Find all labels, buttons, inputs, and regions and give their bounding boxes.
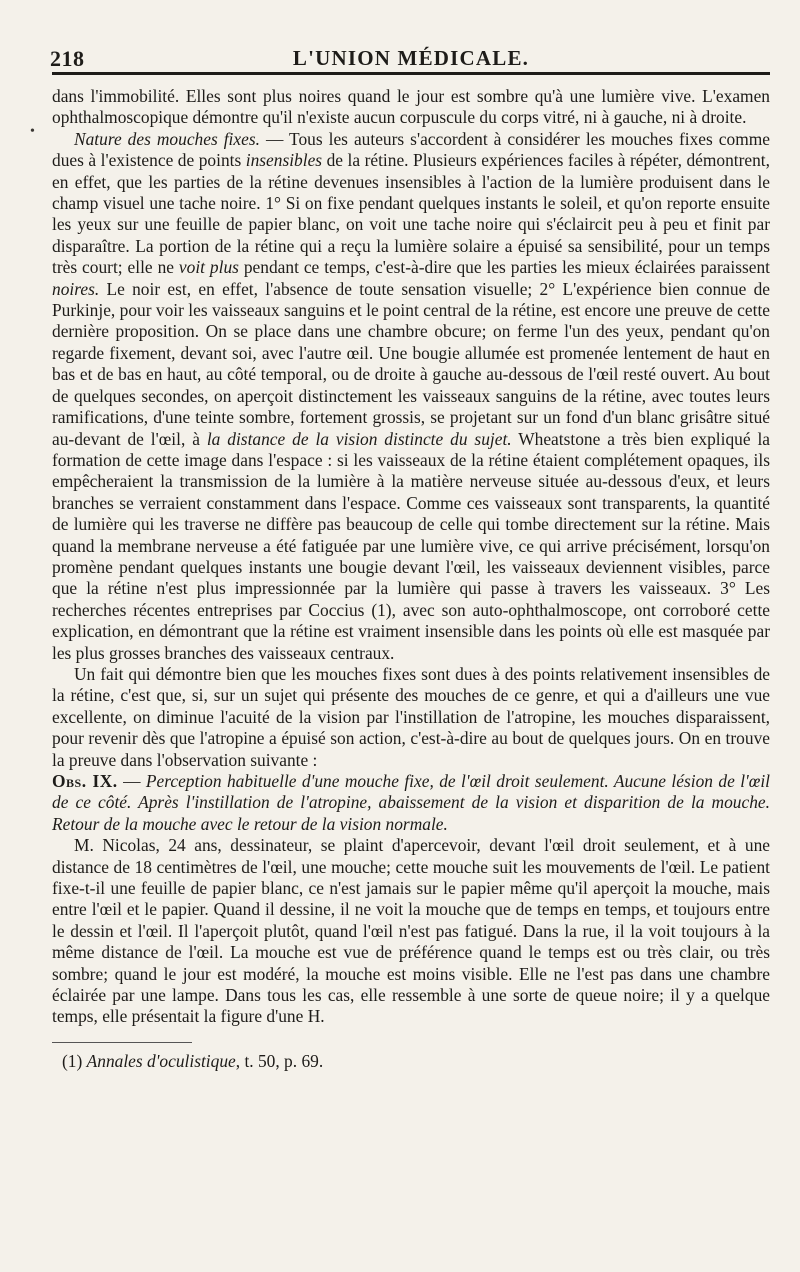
- nature-text-3: pendant ce temps, c'est-à-dire que les parties les mieux éclairées paraissent: [238, 257, 770, 278]
- section-title-nature: Nature des mouches fixes.: [74, 128, 260, 149]
- nature-italic-1: insensibles: [245, 150, 323, 171]
- page-number: 218: [50, 46, 85, 71]
- nature-italic-3: noires.: [52, 278, 100, 299]
- nature-text-5: Wheatstone a très bien expliqué la formation de cette image dans l'espace : si les vaisseaux de la rétine étaient complétement opaques, ils empêcheraient la transmission de la lumière à la matière nerveuse située au-dessous d'eux, et leurs branches se verraient constamment dans l'espace. Comme ces vaisseaux sont transparents, la quantité de lumière qui les traverse ne diffère pas beaucoup de celle qui tombe directement sur la rétine. Mais quand la membrane nerveuse a été fatiguée par une lumière vive, ce qui arrive précisément, lorsqu'on promène pendant quelques instants une bougie devant l'œil, les vaisseaux deviennent visibles, parce que la rétine n'est plus impressionnée par la lumière qui passe à travers les vaisseaux. 3° Les recherches récentes entreprises par Coccius (1), avec son auto-ophthalmoscope, ont corroboré cette explication, en démontrant que la rétine est vraiment insensible dans les points où elle est masquée par les plus grosses branches des vaisseaux centraux.: [52, 428, 771, 663]
- case-text: M. Nicolas, 24 ans, dessinateur, se plaint d'apercevoir, devant l'œil droit seulement, et à une distance de 18 centimètres de l'œil, une mouche; cette mouche suit les mouvements de l'œil. Le patient fixe-t-il une feuille de papier blanc, ce n'est jamais sur le papier même qu'il aperçoit la mouche, mais entre l'œil et le papier. Quand il dessine, il ne voit la mouche que de temps en temps, et toujours entre le dessin et l'œil. Il l'aperçoit plutôt, quand l'œil n'est pas fatigué. Dans la rue, il la voit toujours à la même distance de l'œil. La mouche est vue de préférence quand le temps est ou très clair, ou très sombre; quand le jour est modéré, la mouche est moins visible. Elle ne l'est pas dans une chambre éclairée par une lampe. Dans tous les cas, elle ressemble à une sorte de queue noire; il y a quelque temps, elle présentait la figure d'une H.: [52, 835, 770, 1027]
- observation-text: Perception habituelle d'une mouche fixe, de l'œil droit seulement. Aucune lésion de l'œil de ce côté. Après l'instillation de l'atropine, abaissement de la vision et disparition de la mouche. Retour de la mouche avec le retour de la vision normale.: [52, 771, 771, 834]
- footnote-rest: , t. 50, p. 69.: [235, 1050, 324, 1071]
- intro-text: dans l'immobilité. Elles sont plus noires quand le jour est sombre qu'à une lumière vive. L'examen ophthalmoscopique démontre qu'il n'existe aucun corpuscule du corps vitré, ni à gauche, ni à droite.: [52, 86, 770, 128]
- nature-text-2: de la rétine. Plusieurs expériences faciles à répéter, démontrent, en effet, que les parties de la rétine devenues insensibles à l'action de la lumière produisent dans le champ visuel une tache noire. 1° Si on fixe pendant quelques instants le soleil, et qu'on reporte ensuite les yeux sur une feuille de papier blanc, on voit une tache noire qui s'éclaircit peu à peu et finit par disparaître. La portion de la rétine qui a reçu la lumière solaire a épuisé sa sensibilité, pour un temps très court; elle ne: [52, 150, 770, 278]
- case-paragraph: [52, 835, 770, 1028]
- nature-text-4: Le noir est, en effet, l'absence de toute sensation visuelle; 2° L'expérience bien connue de Purkinje, pour voir les vaisseaux sanguins et le point central de la rétine, est encore une preuve de cette dernière proposition. On se place dans une chambre obcure; on ferme l'un des yeux, pendant qu'on regarde fixement, devant soi, avec l'autre œil. Une bougie allumée est promenée lentement de haut en bas et de bas en haut, au côté temporal, ou de droite à gauche au-dessous de l'œil resté ouvert. Au bout de quelques secondes, on aperçoit distinctement les vaisseaux sanguins de la rétine, avec toutes leurs ramifications, d'une teinte sombre, fortement grossis, se projetant sur un fond d'un blanc grisâtre situé au-devant de l'œil, à: [52, 278, 770, 449]
- proof-paragraph: [52, 664, 770, 771]
- observation-caption: [52, 771, 770, 835]
- header-rule: [52, 72, 770, 75]
- main-text: [52, 86, 770, 1072]
- footnote-marker: (1): [62, 1050, 87, 1071]
- nature-text-1: — Tous les auteurs s'accordent à considérer les mouches fixes comme dues à l'existence de points: [52, 128, 770, 171]
- observation-label: Obs. IX.: [52, 771, 118, 791]
- footnote-journal: Annales d'oculistique: [86, 1050, 236, 1071]
- proof-text: Un fait qui démontre bien que les mouches fixes sont dues à des points relativement insensibles de la rétine, c'est que, si, sur un sujet qui présente des mouches de ce genre, et qui a d'ailleurs une vue excellente, on diminue l'acuité de la vision par l'instillation de l'atropine, les mouches disparaissent, pour revenir dès que l'atropine a épuisé son action, c'est-à-dire au bout de quelques jours. On en trouve la preuve dans l'observation suivante :: [52, 663, 770, 770]
- nature-italic-4: la distance de la vision distincte du sujet.: [206, 428, 512, 449]
- footnote: [52, 1051, 770, 1072]
- footnote-rule: [52, 1042, 192, 1043]
- margin-bullet: •: [30, 124, 35, 139]
- nature-italic-2: voit plus: [178, 257, 239, 278]
- observation-dash: —: [117, 771, 146, 791]
- running-title: L'UNION MÉDICALE.: [292, 46, 530, 70]
- nature-paragraph: [52, 129, 770, 664]
- intro-paragraph: [52, 86, 770, 129]
